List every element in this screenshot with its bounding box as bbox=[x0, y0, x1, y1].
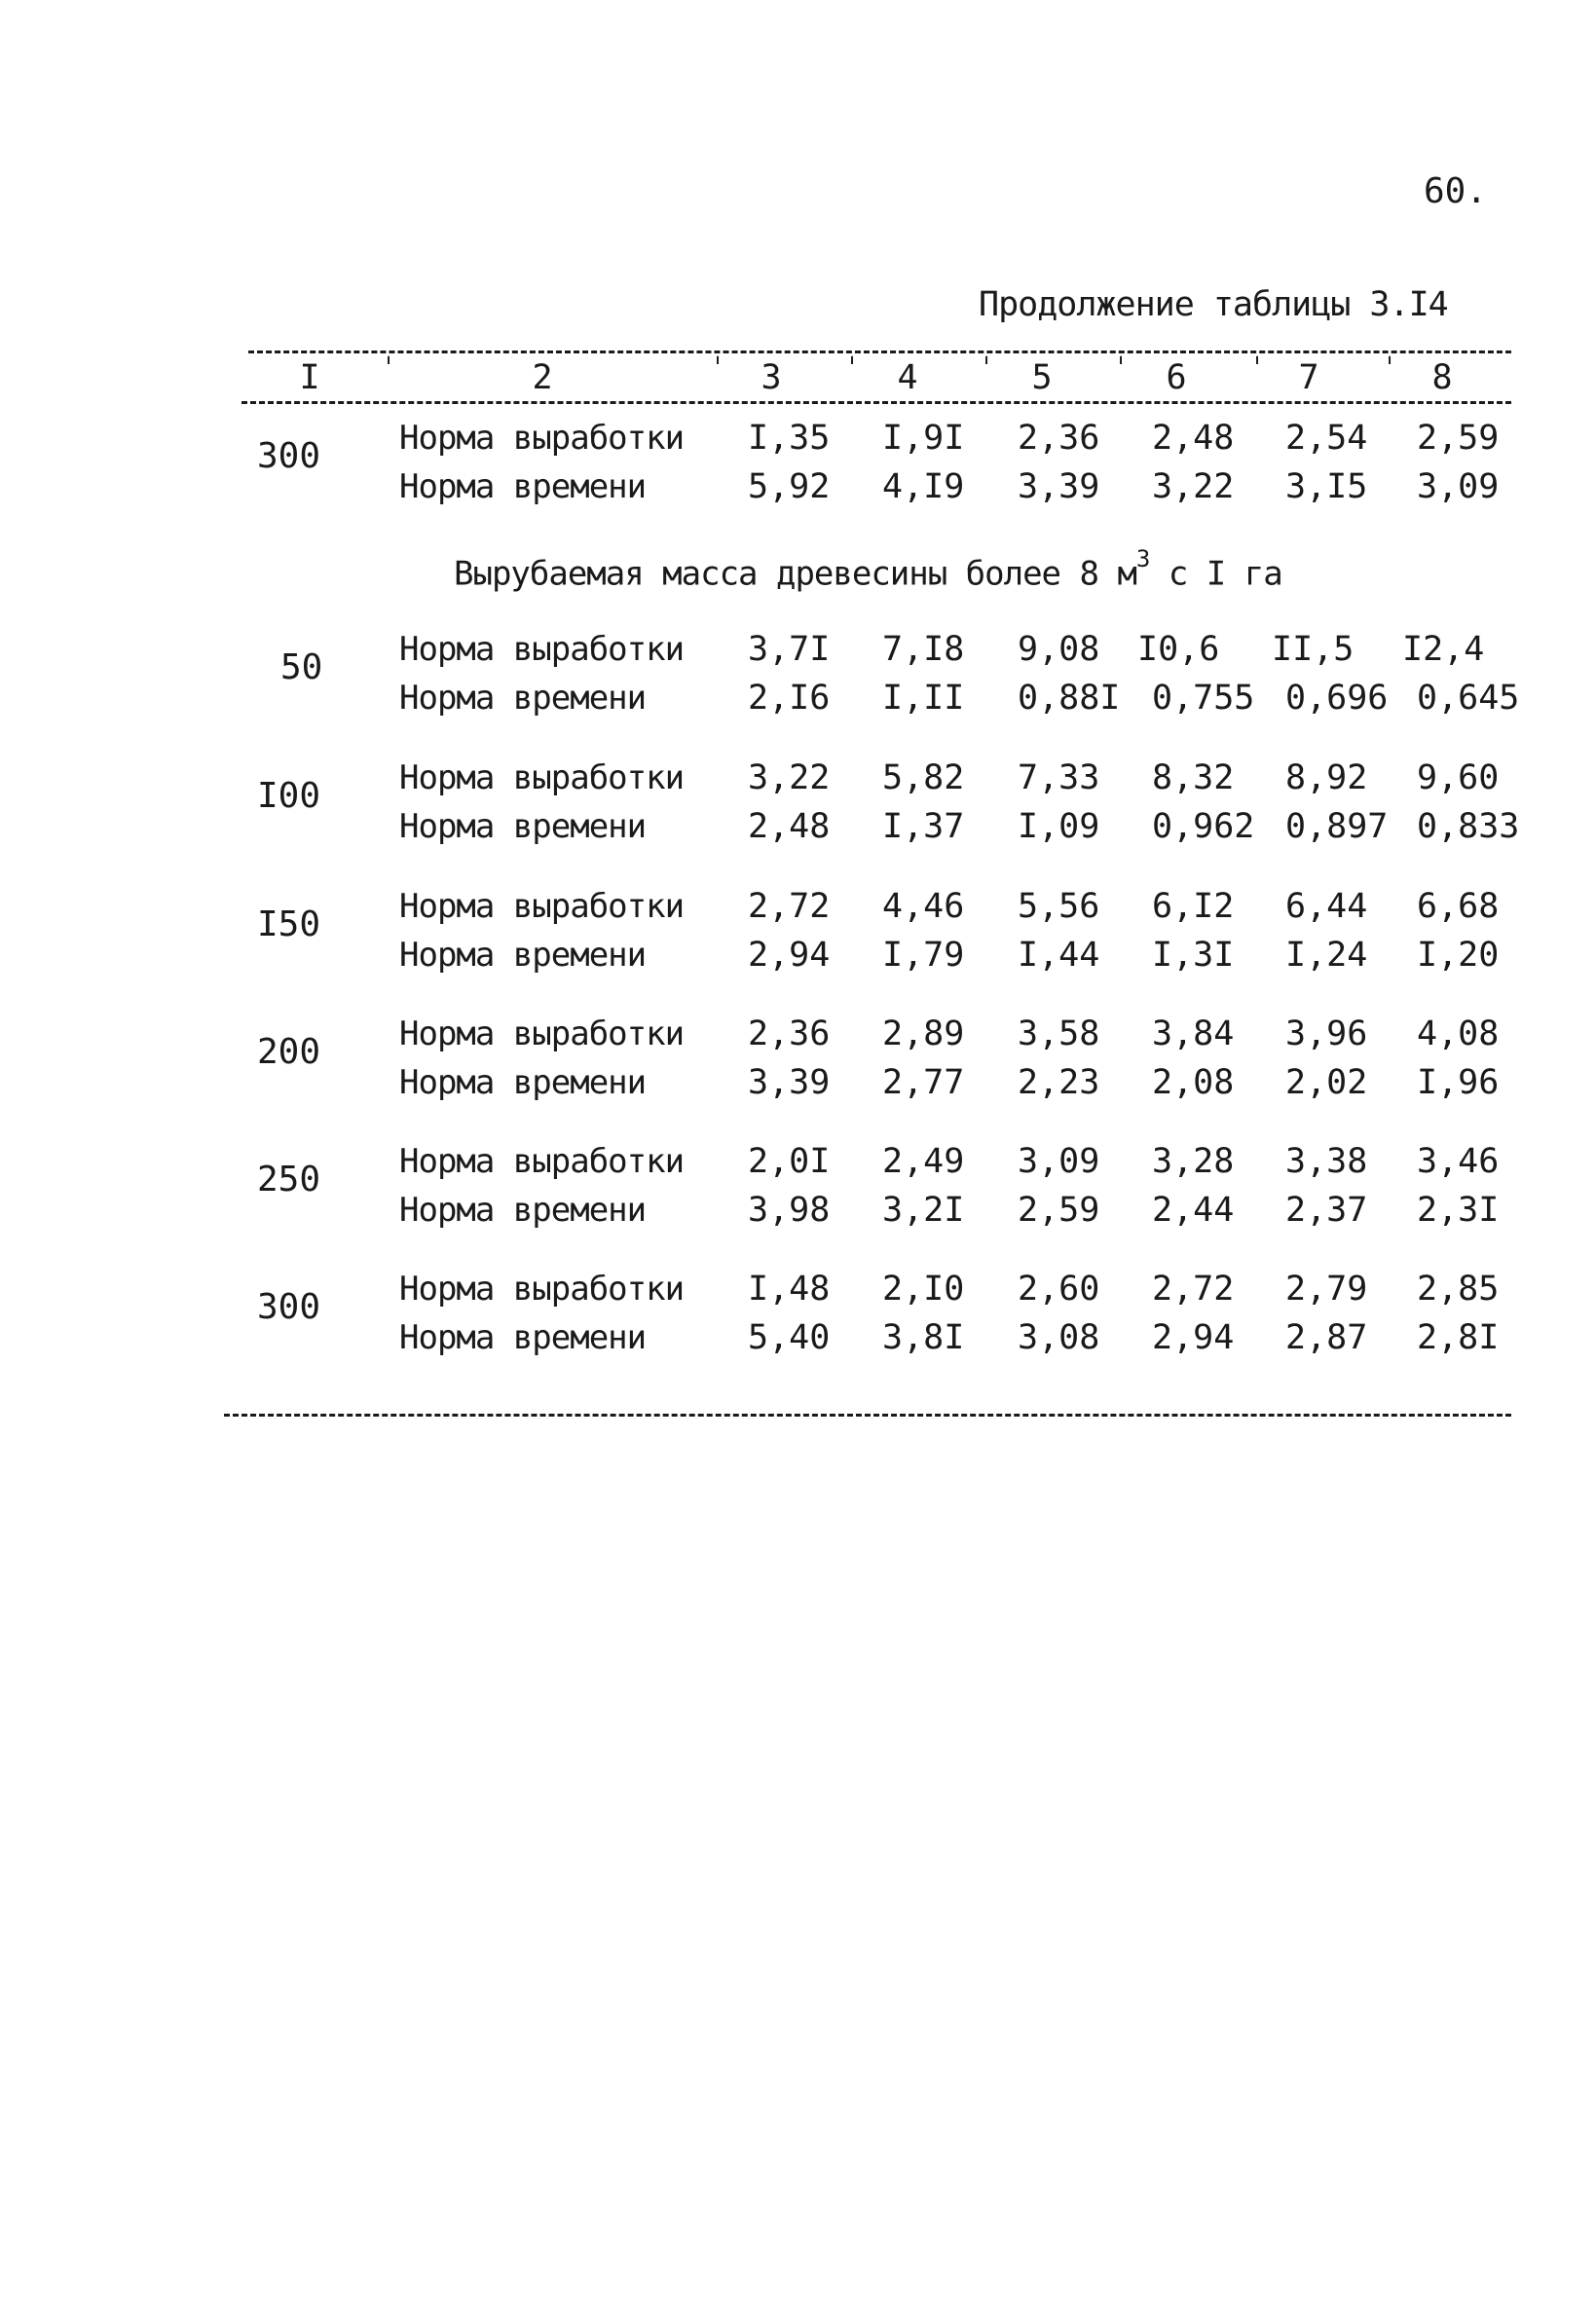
cell-value: 2,48 bbox=[748, 807, 831, 846]
cell-value: 2,44 bbox=[1152, 1191, 1235, 1230]
cell-value: 3,8I bbox=[882, 1318, 965, 1357]
table-row-group bbox=[0, 630, 1596, 727]
cell-value: 2,94 bbox=[748, 936, 831, 975]
cell-value: 5,40 bbox=[748, 1318, 831, 1357]
cell-value: 3,22 bbox=[748, 758, 831, 797]
cell-value: 9,60 bbox=[1417, 758, 1500, 797]
cell-value: 2,0I bbox=[748, 1142, 831, 1181]
page-number: 60. bbox=[1424, 171, 1488, 211]
header-col-1: I bbox=[299, 358, 320, 397]
row-group-key: 200 bbox=[257, 1032, 321, 1072]
row-label: Норма выработки bbox=[399, 887, 685, 926]
cell-value: 5,92 bbox=[748, 467, 831, 506]
cell-value: 2,87 bbox=[1285, 1318, 1368, 1357]
row-label: Норма времени bbox=[399, 467, 647, 506]
cell-value: 6,44 bbox=[1285, 887, 1368, 926]
header-col-5: 5 bbox=[1031, 358, 1053, 397]
table-row bbox=[0, 887, 1596, 932]
cell-value: 3,39 bbox=[748, 1063, 831, 1102]
header-col-6: 6 bbox=[1166, 358, 1187, 397]
subheading-tail: с I га bbox=[1149, 554, 1282, 594]
cell-value: 9,08 bbox=[1018, 630, 1100, 669]
cell-value: 2,I0 bbox=[882, 1270, 965, 1309]
cell-value: I,24 bbox=[1285, 936, 1368, 975]
cell-value: 4,08 bbox=[1417, 1014, 1500, 1053]
table-row bbox=[0, 467, 1596, 512]
header-separator: ˈ bbox=[843, 352, 862, 387]
row-label: Норма выработки bbox=[399, 1270, 685, 1309]
cell-value: 7,33 bbox=[1018, 758, 1100, 797]
table-row bbox=[0, 419, 1596, 463]
cell-value: I,II bbox=[882, 679, 965, 718]
cell-value: 2,8I bbox=[1417, 1318, 1500, 1357]
row-group-key: I00 bbox=[257, 776, 321, 816]
cell-value: 2,59 bbox=[1018, 1191, 1100, 1230]
table-row bbox=[0, 1270, 1596, 1314]
table-row-group bbox=[0, 758, 1596, 856]
header-separator: ˈ bbox=[1381, 352, 1399, 387]
cell-value: 3,09 bbox=[1417, 467, 1500, 506]
table-caption: Продолжение таблицы 3.I4 bbox=[979, 285, 1448, 324]
row-label: Норма выработки bbox=[399, 1142, 685, 1181]
table-row bbox=[0, 1014, 1596, 1059]
cell-value: 6,I2 bbox=[1152, 887, 1235, 926]
cell-value: 3,7I bbox=[748, 630, 831, 669]
table-row bbox=[0, 758, 1596, 803]
header-top-rule bbox=[248, 350, 1511, 353]
cell-value: I,9I bbox=[882, 419, 965, 458]
cell-value: 2,08 bbox=[1152, 1063, 1235, 1102]
cell-value: 0,755 bbox=[1152, 679, 1255, 718]
cell-value: 7,I8 bbox=[882, 630, 965, 669]
cell-value: I,35 bbox=[748, 419, 831, 458]
cell-value: I,96 bbox=[1417, 1063, 1500, 1102]
row-group-key: 300 bbox=[257, 1287, 321, 1327]
cell-value: 2,I6 bbox=[748, 679, 831, 718]
row-label: Норма времени bbox=[399, 1063, 647, 1102]
header-col-4: 4 bbox=[897, 358, 918, 397]
table-row bbox=[0, 1142, 1596, 1187]
table-row-group bbox=[0, 1270, 1596, 1367]
cell-value: 3,58 bbox=[1018, 1014, 1100, 1053]
cell-value: 0,696 bbox=[1285, 679, 1389, 718]
header-col-8: 8 bbox=[1431, 358, 1453, 397]
cell-value: 8,32 bbox=[1152, 758, 1235, 797]
cell-value: 0,897 bbox=[1285, 807, 1389, 846]
row-label: Норма выработки bbox=[399, 419, 685, 458]
subheading-text: Вырубаемая масса древесины более 8 м bbox=[454, 554, 1136, 594]
cell-value: 0,962 bbox=[1152, 807, 1255, 846]
row-group-key: 50 bbox=[280, 647, 323, 687]
header-separator: ˈ bbox=[709, 352, 727, 387]
cell-value: 2,02 bbox=[1285, 1063, 1368, 1102]
cell-value: I,79 bbox=[882, 936, 965, 975]
table-row bbox=[0, 679, 1596, 723]
cell-value: 3,2I bbox=[882, 1191, 965, 1230]
table-row-group bbox=[0, 1014, 1596, 1112]
cell-value: I0,6 bbox=[1137, 630, 1220, 669]
row-label: Норма времени bbox=[399, 936, 647, 975]
row-label: Норма выработки bbox=[399, 630, 685, 669]
row-label: Норма времени bbox=[399, 1318, 647, 1357]
cell-value: 2,60 bbox=[1018, 1270, 1100, 1309]
cell-value: 3,96 bbox=[1285, 1014, 1368, 1053]
cell-value: 3,39 bbox=[1018, 467, 1100, 506]
cell-value: 2,36 bbox=[748, 1014, 831, 1053]
cell-value: 2,48 bbox=[1152, 419, 1235, 458]
cell-value: 2,49 bbox=[882, 1142, 965, 1181]
header-row bbox=[0, 352, 1596, 407]
cell-value: 8,92 bbox=[1285, 758, 1368, 797]
row-group-key: I50 bbox=[257, 904, 321, 944]
cell-value: 2,37 bbox=[1285, 1191, 1368, 1230]
cell-value: 2,72 bbox=[1152, 1270, 1235, 1309]
cell-value: 2,23 bbox=[1018, 1063, 1100, 1102]
cell-value: 3,84 bbox=[1152, 1014, 1235, 1053]
cell-value: 3,08 bbox=[1018, 1318, 1100, 1357]
cell-value: 3,22 bbox=[1152, 467, 1235, 506]
table-row-group bbox=[0, 887, 1596, 984]
cell-value: 6,68 bbox=[1417, 887, 1500, 926]
row-label: Норма выработки bbox=[399, 758, 685, 797]
cell-value: 3,38 bbox=[1285, 1142, 1368, 1181]
header-col-7: 7 bbox=[1298, 358, 1319, 397]
row-label: Норма времени bbox=[399, 679, 647, 718]
table-row bbox=[0, 807, 1596, 852]
header-separator: ˈ bbox=[380, 352, 398, 387]
cell-value: 2,72 bbox=[748, 887, 831, 926]
cell-value: I2,4 bbox=[1402, 630, 1485, 669]
section-subheading bbox=[454, 545, 1282, 594]
header-col-2: 2 bbox=[532, 358, 553, 397]
header-separator: ˈ bbox=[1112, 352, 1131, 387]
cell-value: I,09 bbox=[1018, 807, 1100, 846]
cell-value: 2,85 bbox=[1417, 1270, 1500, 1309]
cell-value: 3,09 bbox=[1018, 1142, 1100, 1181]
table-row bbox=[0, 1318, 1596, 1363]
cell-value: I,48 bbox=[748, 1270, 831, 1309]
table-row bbox=[0, 630, 1596, 675]
cell-value: 2,77 bbox=[882, 1063, 965, 1102]
cell-value: 4,I9 bbox=[882, 467, 965, 506]
cell-value: 0,833 bbox=[1417, 807, 1520, 846]
cell-value: 2,54 bbox=[1285, 419, 1368, 458]
row-group-key: 250 bbox=[257, 1160, 321, 1199]
cell-value: 3,28 bbox=[1152, 1142, 1235, 1181]
cell-value: 5,82 bbox=[882, 758, 965, 797]
cell-value: I,44 bbox=[1018, 936, 1100, 975]
cell-value: 0,88I bbox=[1018, 679, 1121, 718]
cell-value: I,37 bbox=[882, 807, 965, 846]
cell-value: 2,79 bbox=[1285, 1270, 1368, 1309]
table-row-group bbox=[0, 1142, 1596, 1239]
cell-value: 0,645 bbox=[1417, 679, 1520, 718]
cell-value: 4,46 bbox=[882, 887, 965, 926]
row-group-key: 300 bbox=[257, 436, 321, 476]
row-label: Норма выработки bbox=[399, 1014, 685, 1053]
cell-value: II,5 bbox=[1272, 630, 1355, 669]
header-separator: ˈ bbox=[978, 352, 996, 387]
header-col-3: 3 bbox=[761, 358, 782, 397]
cell-value: 5,56 bbox=[1018, 887, 1100, 926]
header-separator: ˈ bbox=[1248, 352, 1267, 387]
row-label: Норма времени bbox=[399, 1191, 647, 1230]
subheading-superscript: 3 bbox=[1135, 545, 1150, 572]
cell-value: 3,I5 bbox=[1285, 467, 1368, 506]
table-row bbox=[0, 936, 1596, 980]
cell-value: 3,98 bbox=[748, 1191, 831, 1230]
cell-value: I,3I bbox=[1152, 936, 1235, 975]
table-row bbox=[0, 1191, 1596, 1236]
row-label: Норма времени bbox=[399, 807, 647, 846]
cell-value: 2,3I bbox=[1417, 1191, 1500, 1230]
cell-value: 2,59 bbox=[1417, 419, 1500, 458]
cell-value: 2,94 bbox=[1152, 1318, 1235, 1357]
table-row bbox=[0, 1063, 1596, 1108]
cell-value: 3,46 bbox=[1417, 1142, 1500, 1181]
cell-value: 2,89 bbox=[882, 1014, 965, 1053]
table-row-group bbox=[0, 419, 1596, 516]
table-bottom-rule bbox=[224, 1414, 1511, 1417]
cell-value: 2,36 bbox=[1018, 419, 1100, 458]
cell-value: I,20 bbox=[1417, 936, 1500, 975]
